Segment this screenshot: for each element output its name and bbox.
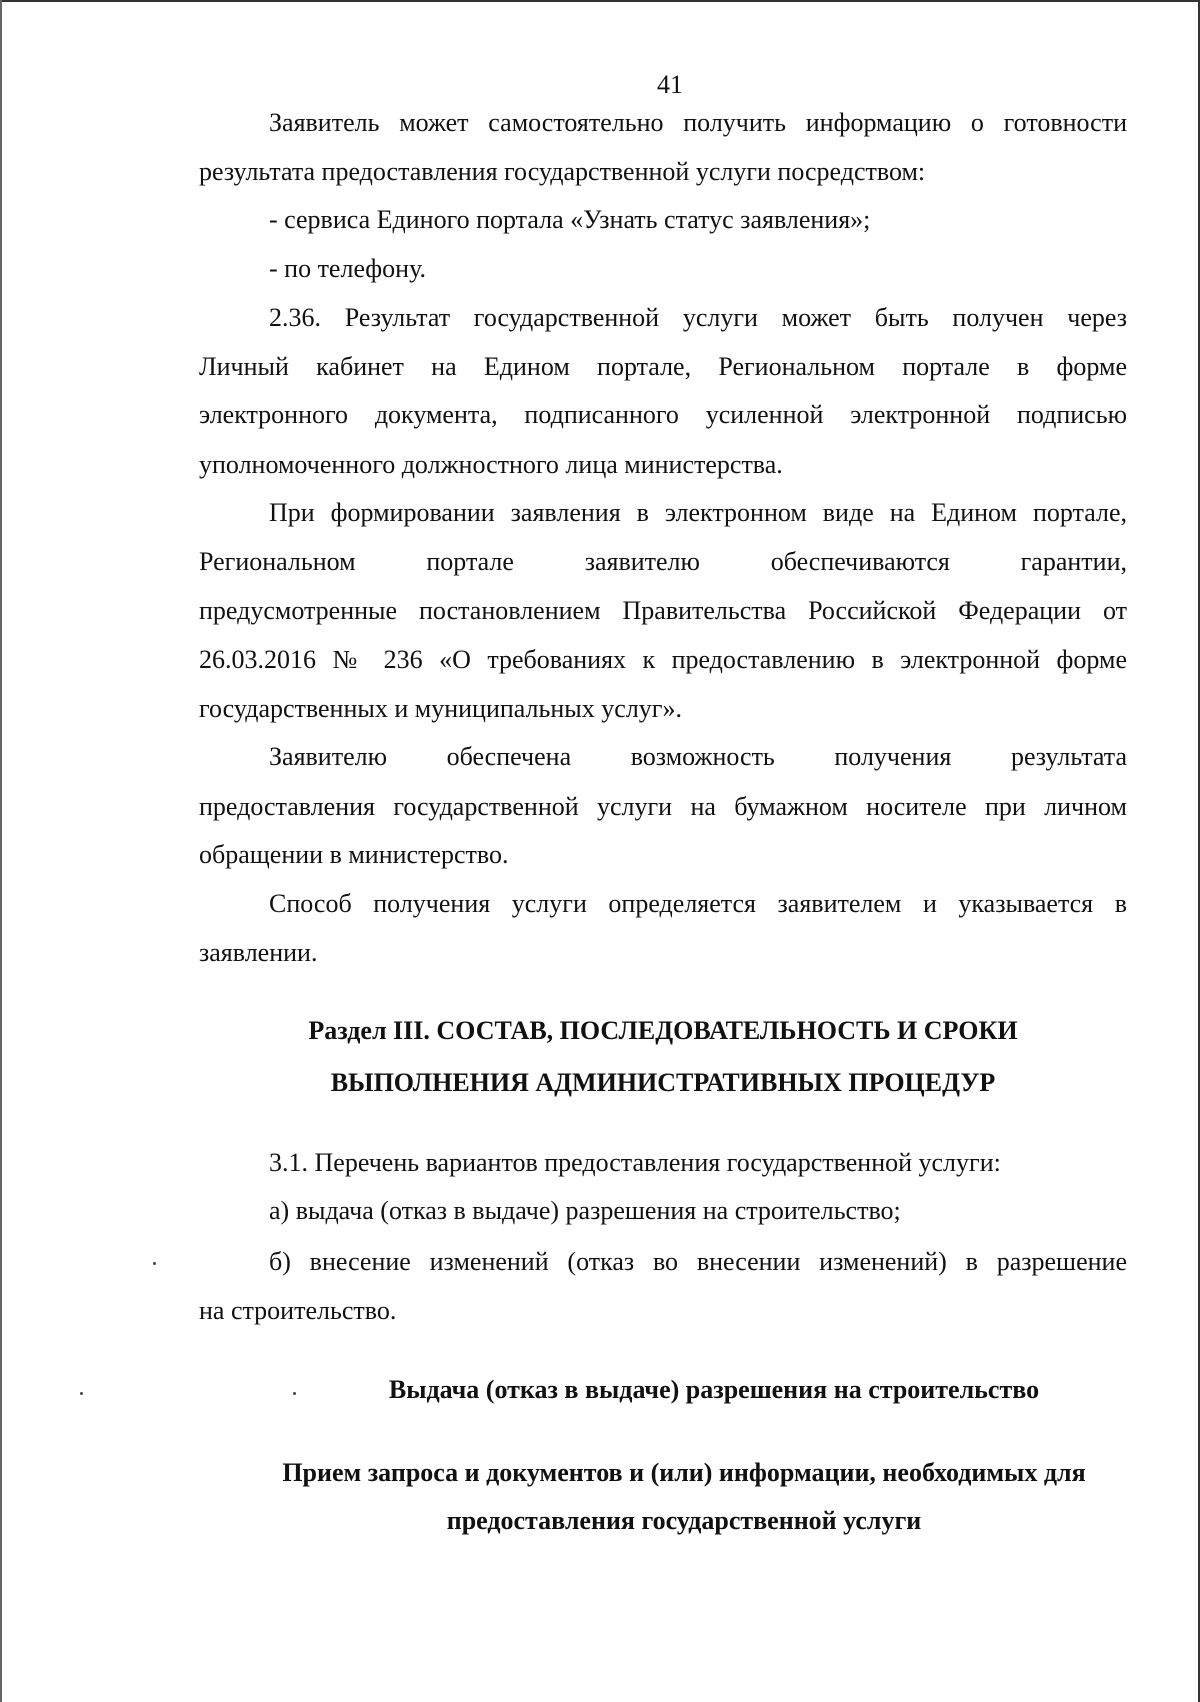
paragraph-line: Заявитель может самостоятельно получить информацию о готовности xyxy=(269,108,1127,137)
scan-speck xyxy=(80,1392,83,1395)
list-item: а) выдача (отказ в выдаче) разрешения на строительство; xyxy=(269,1196,901,1225)
scan-edge-top xyxy=(0,0,1200,2)
section-heading: ВЫПОЛНЕНИЯ АДМИНИСТРАТИВНЫХ ПРОЦЕДУР xyxy=(330,1068,996,1097)
subsection-heading: Прием запроса и документов и (или) информации, необходимых для xyxy=(282,1458,1086,1487)
paragraph-line: При формировании заявления в электронном виде на Едином портале, xyxy=(269,498,1127,527)
paragraph-line: обращении в министерство. xyxy=(199,840,509,869)
list-item: б) внесение изменений (отказ во внесении изменений) в разрешение xyxy=(269,1247,1127,1276)
paragraph-line: 26.03.2016 № 236 «О требованиях к предоставлению в электронной форме xyxy=(199,645,1127,674)
paragraph-line: уполномоченного должностного лица министерства. xyxy=(199,450,783,479)
page-number: 41 xyxy=(657,70,683,99)
paragraph-line: Способ получения услуги определяется заявителем и указывается в xyxy=(269,889,1127,918)
paragraph-line: 2.36. Результат государственной услуги может быть получен через xyxy=(269,303,1127,332)
scan-speck xyxy=(153,1262,156,1265)
paragraph-line: предоставления государственной услуги на бумажном носителе при личном xyxy=(199,792,1127,821)
subsection-heading: предоставления государственной услуги xyxy=(446,1506,922,1535)
list-item: - по телефону. xyxy=(269,254,426,283)
paragraph-line: предусмотренные постановлением Правительства Российской Федерации от xyxy=(199,596,1127,625)
paragraph-line: Заявителю обеспечена возможность получения результата xyxy=(269,742,1127,771)
paragraph-line: результата предоставления государственной услуги посредством: xyxy=(199,157,926,186)
list-item: - сервиса Единого портала «Узнать статус заявления»; xyxy=(269,205,871,234)
paragraph-line: Личный кабинет на Едином портале, Региональном портале в форме xyxy=(199,352,1127,381)
paragraph-line: электронного документа, подписанного усиленной электронной подписью xyxy=(199,400,1127,429)
subsection-heading: Выдача (отказ в выдаче) разрешения на строительство xyxy=(388,1375,1040,1404)
list-item: на строительство. xyxy=(199,1296,397,1325)
paragraph-line: 3.1. Перечень вариантов предоставления государственной услуги: xyxy=(269,1148,1001,1177)
paragraph-line: государственных и муниципальных услуг». xyxy=(199,694,682,723)
paragraph-line: заявлении. xyxy=(199,938,318,967)
section-heading: Раздел III. СОСТАВ, ПОСЛЕДОВАТЕЛЬНОСТЬ И СРОКИ xyxy=(308,1016,1018,1045)
scan-edge-left xyxy=(0,0,2,1702)
paragraph-line: Региональном портале заявителю обеспечиваются гарантии, xyxy=(199,547,1127,576)
